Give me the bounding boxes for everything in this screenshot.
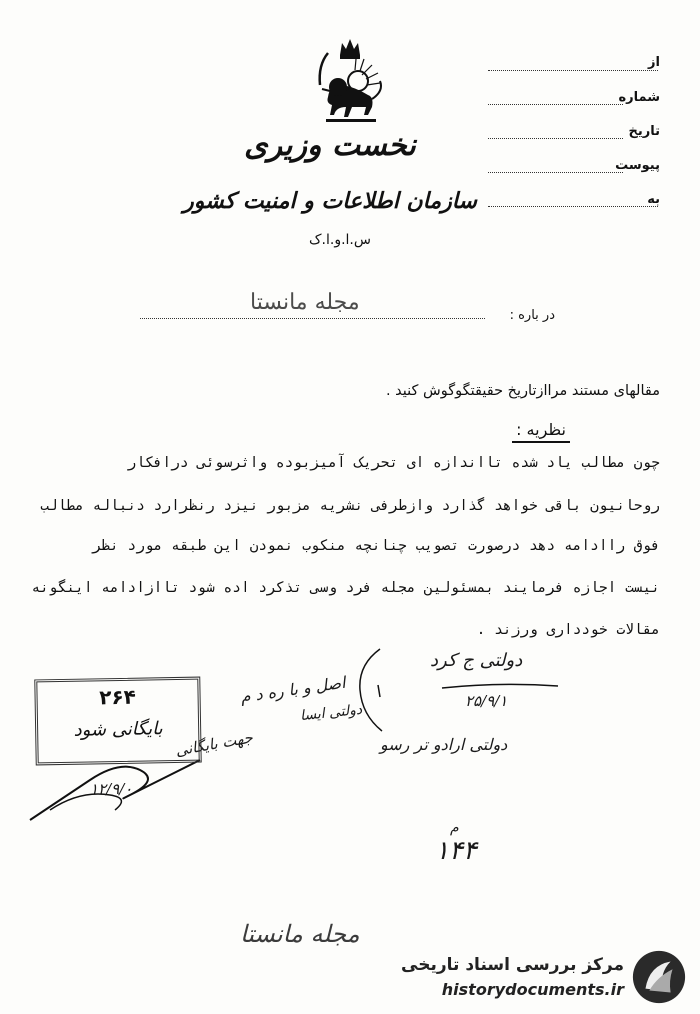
number-label: شماره — [618, 90, 660, 105]
body-line-5: مقالات خودداری ورزند . — [476, 622, 660, 638]
handwritten-marker: م — [450, 820, 459, 836]
opinion-heading: نظریه : — [512, 420, 570, 443]
from-line — [488, 70, 658, 71]
org-subtitle: سازمان اطلاعات و امنیت کشور — [183, 188, 477, 214]
subject-line — [140, 318, 485, 319]
handwritten-note-5-date: ۱۲/۹/۰ — [90, 780, 133, 798]
handwritten-note-1: دولتی ج کرد — [430, 650, 523, 671]
to-line — [488, 206, 658, 207]
number-line — [488, 104, 623, 105]
handwritten-note-4: دولتی ارادو تر رسو — [380, 735, 508, 754]
handwritten-note-3: دولتی ایسا — [299, 701, 363, 725]
handwritten-note-2: اصل و با ره د م — [239, 672, 347, 707]
attachment-label: پیوست — [615, 158, 660, 173]
body-line-2: روحانیون باقی خواهد گذارد وازطرفی نشریه مزبور نیزد رنظرارد دنباله مطالب — [40, 498, 660, 514]
org-title: نخست وزیری — [244, 128, 416, 163]
org-code: س.ا.و.ا.ک — [309, 232, 371, 248]
attachment-line — [488, 172, 623, 173]
stamp-number: ۲۶۴ — [99, 684, 137, 710]
handwritten-note-1-date: ۲۵/۹/۱ — [465, 692, 508, 710]
stamp-text: بایگانی شود — [73, 718, 163, 741]
lion-and-sun-emblem-icon — [300, 35, 400, 135]
handwritten-underline — [440, 680, 560, 692]
date-line — [488, 138, 623, 139]
body-line-4: نیست اجازه فرمایند بمسئولین مجله فرد وسی تذکرد اده شود تاازادامه اینگونه — [31, 580, 660, 596]
to-label: به — [647, 192, 660, 207]
from-label: از — [648, 55, 660, 70]
intro-line: مقالهای مستند مراازتاریخ حقیقتگوگوش کنید . — [385, 383, 660, 399]
body-line-3: فوق راادامه دهد درصورت تصویب چنانچه منکوب نمودن این طبقه مورد نظر — [92, 538, 660, 554]
handwritten-bracket — [350, 645, 390, 735]
body-line-1: چون مطالب یاد شده تااندازه ای تحریک آمیزبوده واثرسوئی درافکار — [127, 455, 660, 471]
archive-stamp — [34, 677, 201, 766]
subject-label: در باره : — [509, 308, 555, 323]
handwritten-number: ۱۴۴ — [435, 836, 477, 866]
date-label: تاریخ — [628, 124, 660, 139]
history-documents-logo-icon — [630, 948, 688, 1006]
handwritten-note-5: جهت بایگانی — [174, 728, 255, 760]
watermark-url: historydocuments.ir — [441, 980, 624, 999]
handwritten-footer-title: مجله مانستا — [240, 920, 360, 948]
subject-value: مجله مانستا — [250, 290, 360, 315]
watermark-title: مرکز بررسی اسناد تاریخی — [401, 955, 624, 975]
